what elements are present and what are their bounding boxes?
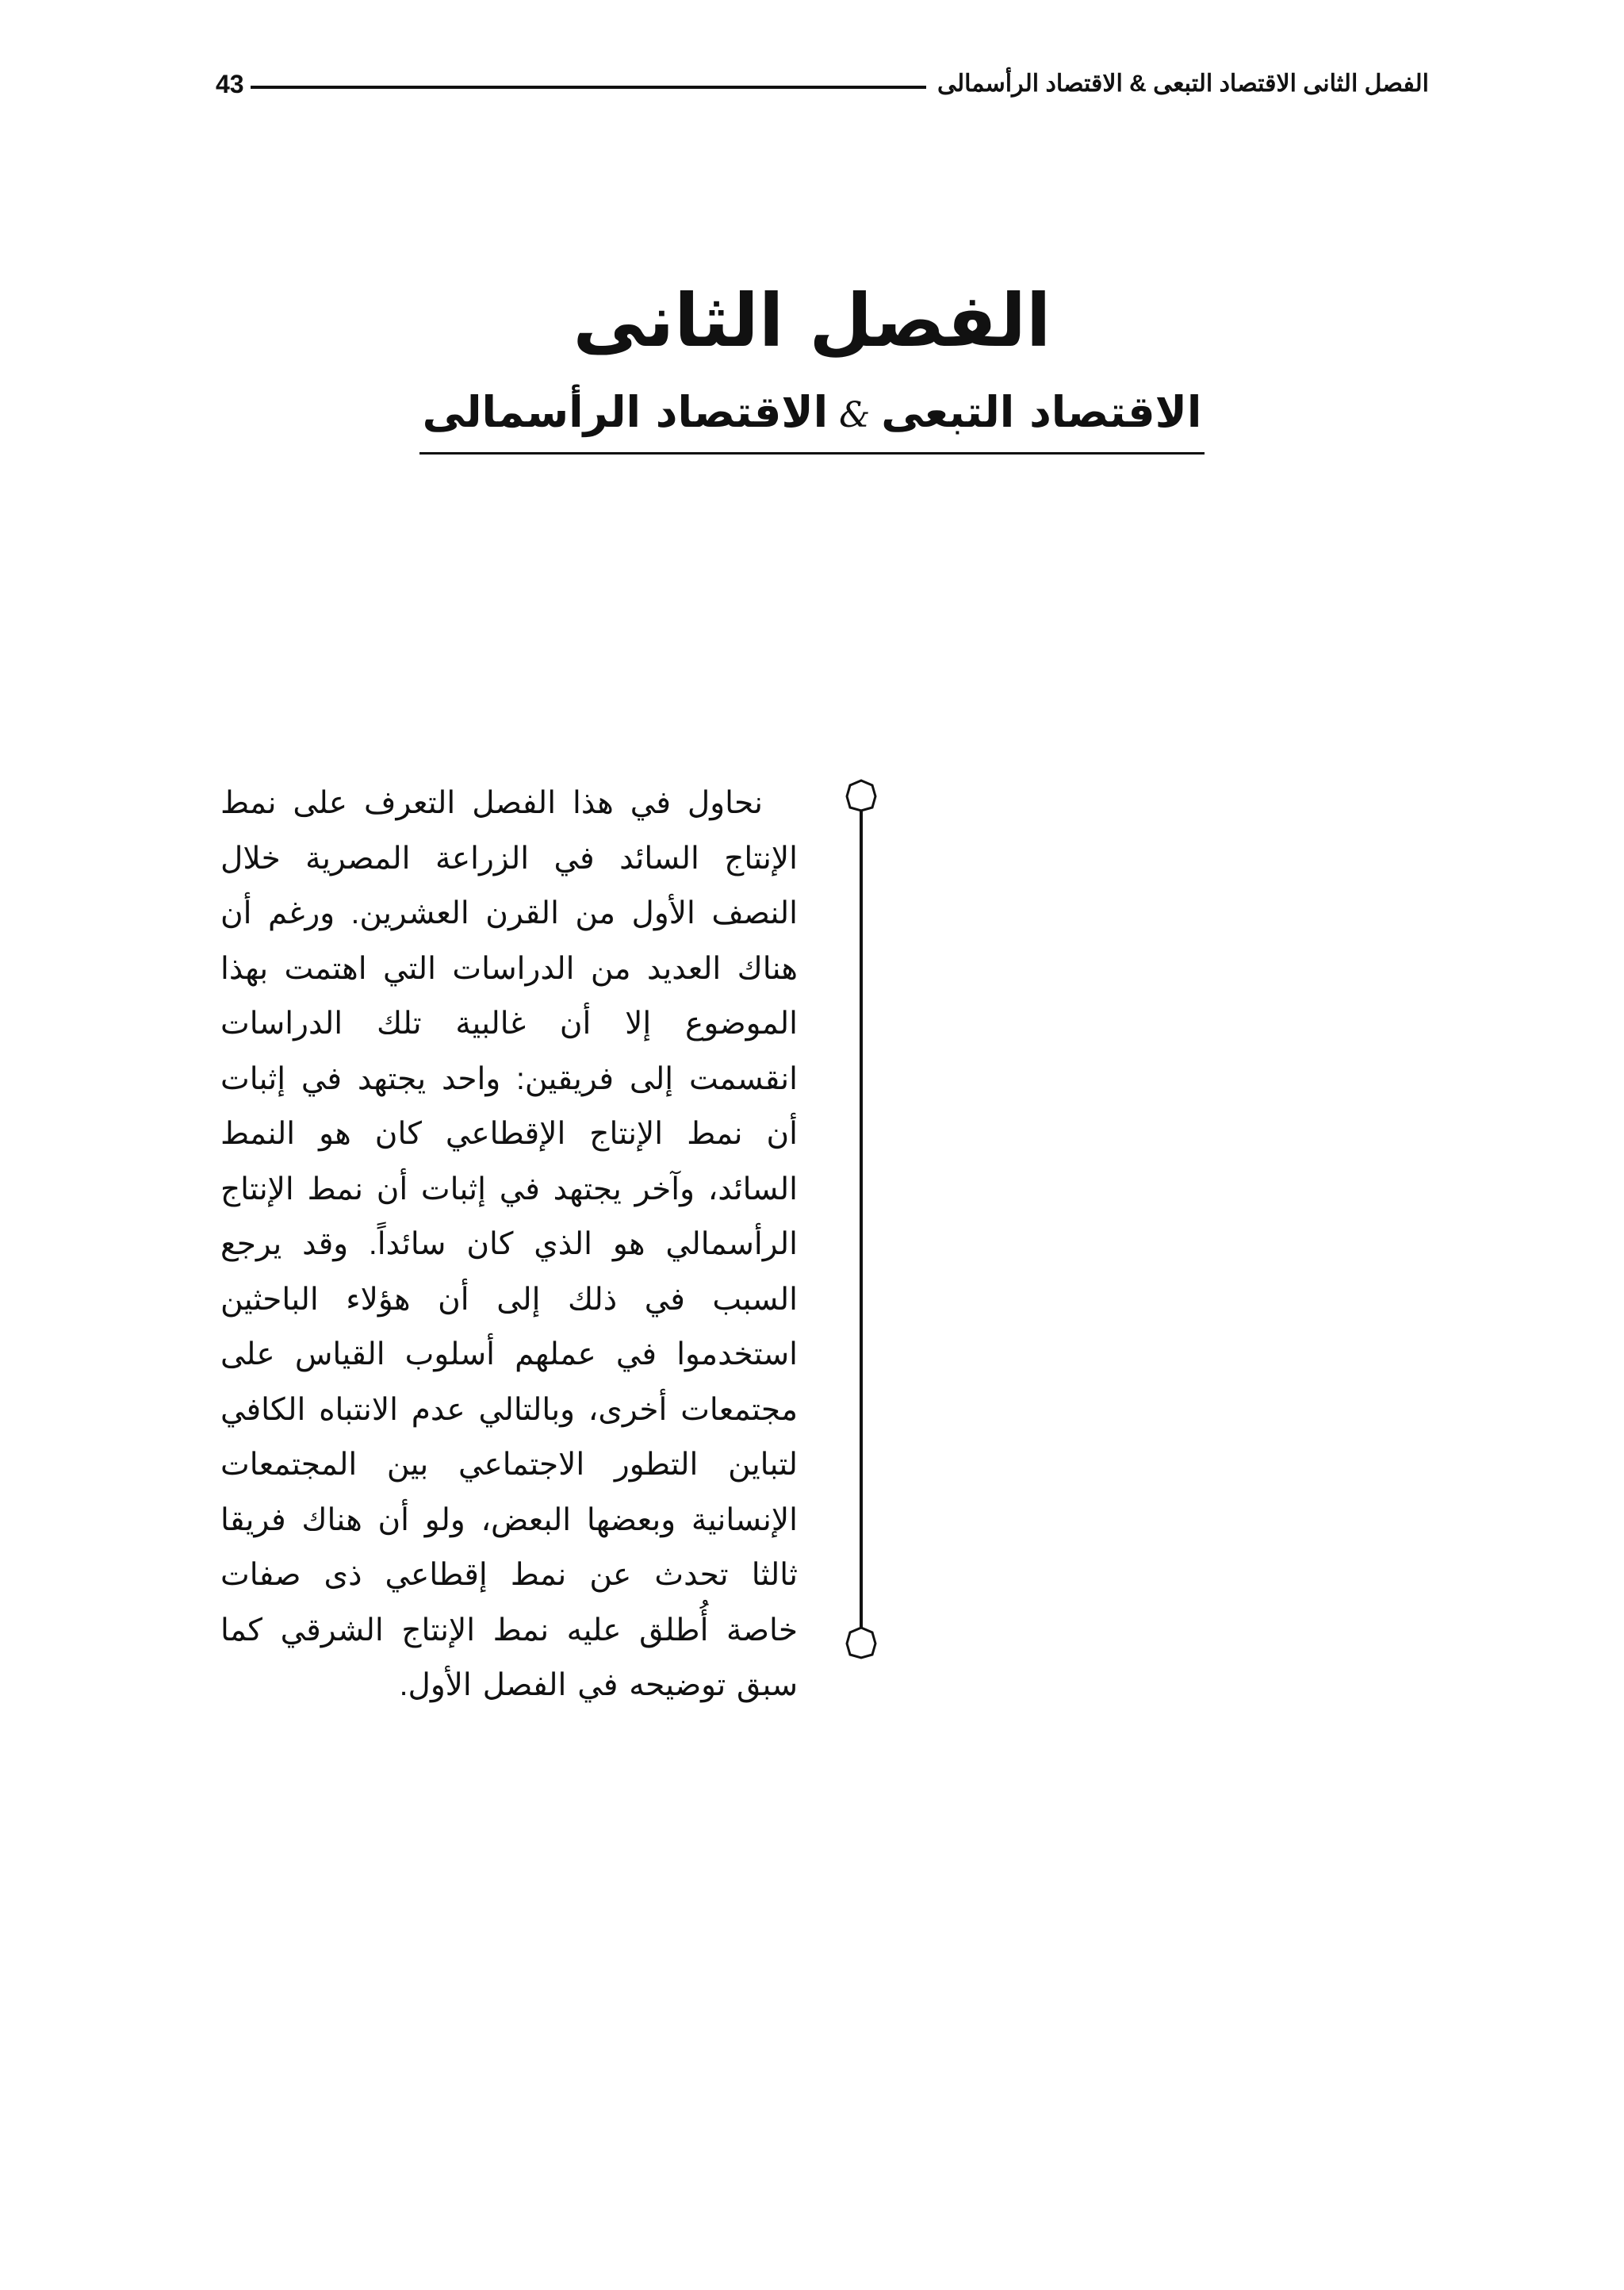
ornament-bottom-circle xyxy=(847,1628,875,1658)
subtitle-part-capitalist-economy: الاقتصاد الرأسمالى xyxy=(422,387,829,437)
ornament-graphic xyxy=(844,779,879,1659)
subtitle-ampersand: & xyxy=(839,395,871,435)
running-header xyxy=(216,63,1429,105)
ornament-bar xyxy=(844,779,879,1659)
chapter-subtitle xyxy=(419,379,1205,455)
chapter-title: الفصل الثانى xyxy=(573,278,1051,363)
ornament-top-circle xyxy=(847,781,875,811)
chapter-subtitle-wrap xyxy=(0,379,1624,455)
subtitle-part-dependent-economy: الاقتصاد التبعى xyxy=(881,387,1202,437)
body-paragraph: نحاول في هذا الفصل التعرف على نمط الإنتاج السائد في الزراعة المصرية خلال النصف الأول من القرن العشرين. ورغم أن هناك العديد من الدراسات التي اهتمت بهذا الموضوع إلا أن غالبية تلك الدراسات انقسمت إلى فريقين: واحد يجتهد في إثبات أن نمط الإنتاج الإقطاعي كان هو النمط السائد، وآخر يجتهد في إثبات أن نمط الإنتاج الرأسمالي هو الذي كان سائداً. وقد يرجع السبب في ذلك إلى أن هؤلاء الباحثين استخدموا في عملهم أسلوب القياس على مجتمعات أخرى، وبالتالي عدم الانتباه الكافي لتباين التطور الاجتماعي بين المجتمعات الإنسانية وبعضها البعض، ولو أن هناك فريقا ثالثا تحدث عن نمط إقطاعي ذى صفات خاصة أُطلق عليه نمط الإنتاج الشرقي كما سبق توضيحه في الفصل الأول. xyxy=(220,786,798,1702)
body-paragraph-block xyxy=(220,776,798,1713)
page-number: 43 xyxy=(216,70,244,98)
running-title: الفصل الثانى الاقتصاد التبعى & الاقتصاد الرأسمالى xyxy=(937,71,1429,97)
header-rule xyxy=(251,86,926,89)
